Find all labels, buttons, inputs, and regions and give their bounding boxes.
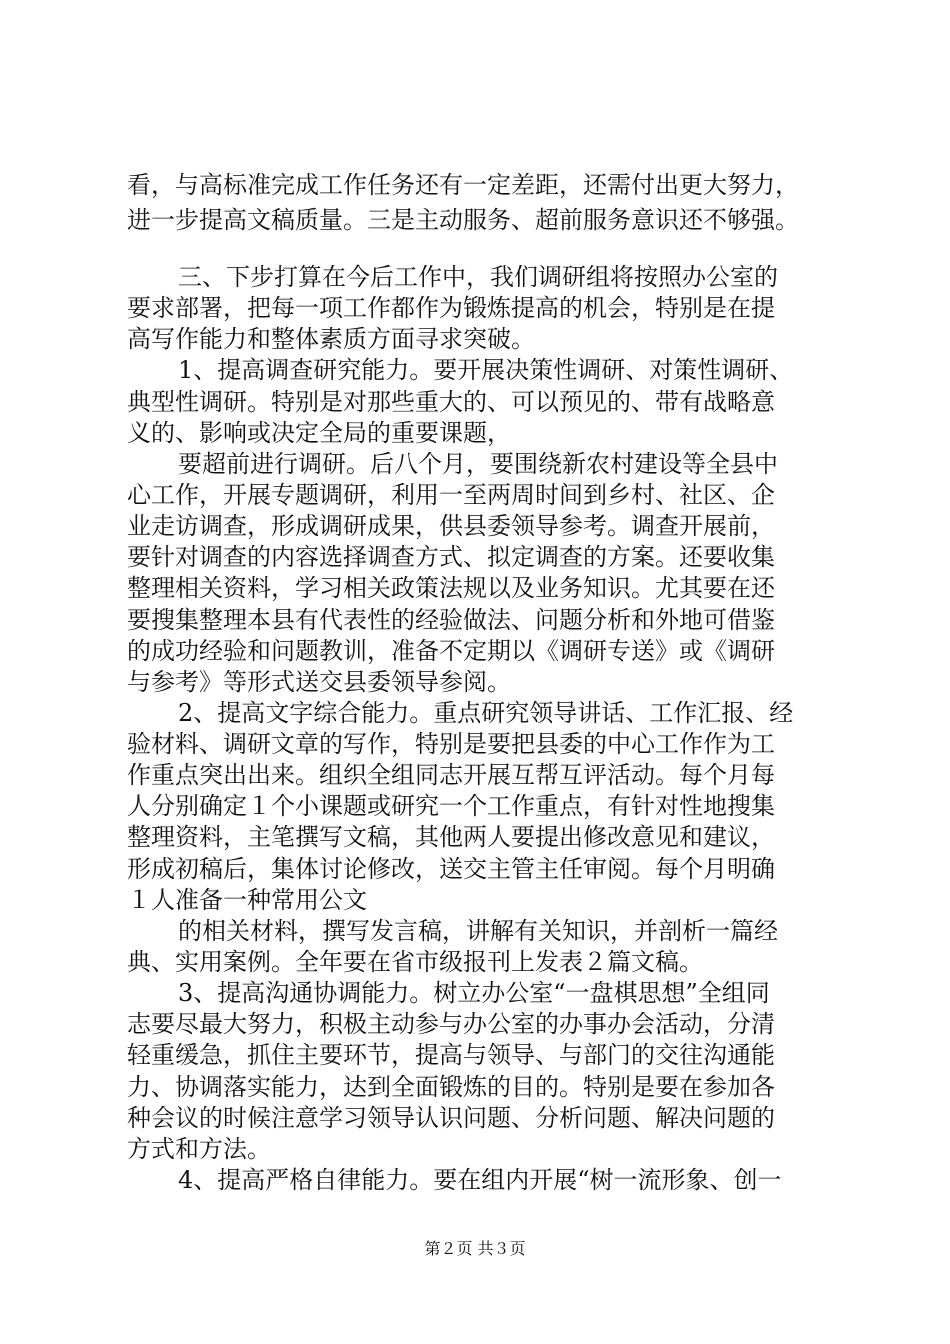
text-line: 3、提高沟通协调能力。树立办公室“一盘棋思想”全组同 [178, 979, 770, 1007]
text-line: 整理相关资料，学习相关政策法规以及业务知识。尤其要在还 [127, 574, 775, 602]
text-line: 典型性调研。特别是对那些重大的、可以预见的、带有战略意 [127, 388, 775, 416]
text-line: １人准备一种常用公文 [127, 886, 367, 914]
text-line: 高写作能力和整体素质方面寻求突破。 [127, 325, 535, 353]
text-line: 1、提高调查研究能力。要开展决策性调研、对策性调研、 [178, 356, 794, 384]
text-line: 义的、影响或决定全局的重要课题， [127, 419, 511, 447]
text-line: 看，与高标准完成工作任务还有一定差距，还需付出更大努力， [127, 171, 799, 199]
text-line: 作重点突出出来。组织全组同志开展互帮互评活动。每个月每 [127, 761, 775, 789]
text-line: 方式和方法。 [127, 1135, 271, 1163]
text-line: 要针对调查的内容选择调查方式、拟定调查的方案。还要收集 [127, 543, 775, 571]
text-line: 与参考》等形式送交县委领导参阅。 [127, 668, 511, 696]
text-line: 志要尽最大努力，积极主动参与办公室的办事办会活动，分清 [127, 1010, 775, 1038]
text-line: 三、下步打算在今后工作中，我们调研组将按照办公室的 [178, 263, 778, 291]
text-line: 典、实用案例。全年要在省市级报刊上发表２篇文稿。 [127, 948, 703, 976]
text-line: 整理资料，主笔撰写文稿，其他两人要提出修改意见和建议， [127, 823, 775, 851]
text-line: 轻重缓急，抓住主要环节，提高与领导、与部门的交往沟通能 [127, 1041, 775, 1069]
text-line: 2、提高文字综合能力。重点研究领导讲话、工作汇报、经 [178, 699, 794, 727]
text-line: 力、协调落实能力，达到全面锻炼的目的。特别是要在参加各 [127, 1073, 775, 1101]
text-line: 心工作，开展专题调研，利用一至两周时间到乡村、社区、企 [127, 481, 775, 509]
text-line: 形成初稿后，集体讨论修改，送交主管主任审阅。每个月明确 [127, 855, 775, 883]
text-line: 的相关材料，撰写发言稿，讲解有关知识，并剖析一篇经 [178, 917, 778, 945]
text-line: 要超前进行调研。后八个月，要围绕新农村建设等全县中 [178, 450, 778, 478]
text-line: 验材料、调研文章的写作，特别是要把县委的中心工作作为工 [127, 730, 775, 758]
text-line: 人分别确定１个小课题或研究一个工作重点，有针对性地搜集 [127, 792, 775, 820]
text-line: 的成功经验和问题教训，准备不定期以《调研专送》或《调研 [127, 637, 775, 665]
text-line: 要求部署，把每一项工作都作为锻炼提高的机会，特别是在提 [127, 294, 775, 322]
text-line: 进一步提高文稿质量。三是主动服务、超前服务意识还不够强。 [127, 206, 799, 234]
text-line: 种会议的时候注意学习领导认识问题、分析问题、解决问题的 [127, 1104, 775, 1132]
text-line: 业走访调查，形成调研成果，供县委领导参考。调查开展前， [127, 512, 775, 540]
text-line: 要搜集整理本县有代表性的经验做法、问题分析和外地可借鉴 [127, 606, 775, 634]
page-footer: 第２页 共３页 [424, 1239, 526, 1258]
text-line: 4、提高严格自律能力。要在组内开展“树一流形象、创一 [178, 1166, 782, 1194]
